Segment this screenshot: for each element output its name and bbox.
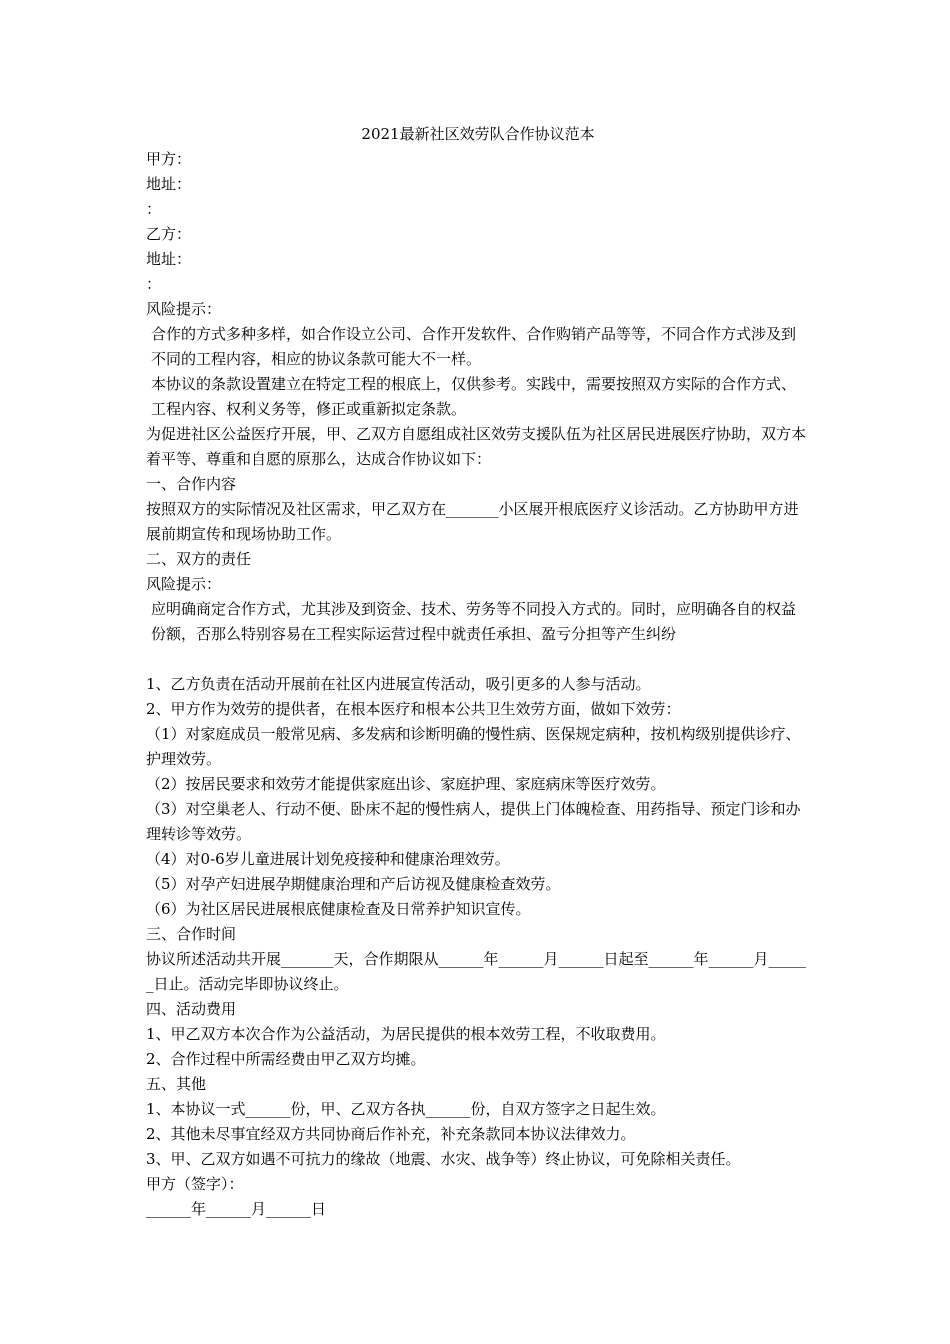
document-paragraph: 乙方： xyxy=(146,225,192,243)
document-body xyxy=(146,147,810,1222)
document-paragraph: 二、双方的责任 xyxy=(146,550,252,568)
document-paragraph: （5）对孕产妇进展孕期健康治理和产后访视及健康检查效劳。 xyxy=(146,875,561,893)
document-paragraph: 1、乙方负责在活动开展前在社区内进展宣传活动，吸引更多的人参与活动。 xyxy=(146,675,651,693)
document-paragraph: 协议所述活动共开展_______天，合作期限从______年______月______日起至______年______月______日止。活动完毕即协议终止。 xyxy=(146,950,807,993)
document-paragraph: 五、其他 xyxy=(146,1075,207,1093)
document-paragraph: ： xyxy=(146,275,162,293)
document-paragraph: 地址： xyxy=(146,250,192,268)
document-paragraph: 甲方： xyxy=(146,150,192,168)
document-paragraph: ______年______月______日 xyxy=(146,1200,327,1218)
document-paragraph: 2、甲方作为效劳的提供者，在根本医疗和根本公共卫生效劳方面，做如下效劳： xyxy=(146,700,681,718)
document-paragraph: 2、其他未尽事宜经双方共同协商后作补充，补充条款同本协议法律效力。 xyxy=(146,1125,636,1143)
document-paragraph: 2、合作过程中所需经费由甲乙双方均摊。 xyxy=(146,1050,426,1068)
document-paragraph: 按照双方的实际情况及社区需求，甲乙双方在_______小区展开根底医疗义诊活动。乙方协助甲方进展前期宣传和现场协助工作。 xyxy=(146,500,799,543)
document-paragraph: 应明确商定合作方式，尤其涉及到资金、技术、劳务等不同投入方式的。同时，应明确各自的权益份额，否那么特别容易在工程实际运营过程中就责任承担、盈亏分担等产生纠纷 xyxy=(151,600,797,643)
blank-line xyxy=(146,647,810,672)
document-paragraph: 为促进社区公益医疗开展，甲、乙双方自愿组成社区效劳支援队伍为社区居民进展医疗协助，双方本着平等、尊重和自愿的原那么，达成合作协议如下： xyxy=(146,425,807,468)
document-paragraph: 1、甲乙双方本次合作为公益活动，为居民提供的根本效劳工程，不收取费用。 xyxy=(146,1025,666,1043)
document-paragraph: 1、本协议一式______份，甲、乙双方各执______份，自双方签字之日起生效。 xyxy=(146,1100,666,1118)
document-paragraph: （4）对0-6岁儿童进展计划免疫接种和健康治理效劳。 xyxy=(146,850,510,868)
document-paragraph: 3、甲、乙双方如遇不可抗力的缘故（地震、水灾、战争等）终止协议，可免除相关责任。 xyxy=(146,1150,741,1168)
document-paragraph: 合作的方式多种多样，如合作设立公司、合作开发软件、合作购销产品等等，不同合作方式涉及到不同的工程内容，相应的协议条款可能大不一样。 xyxy=(151,325,797,368)
document-paragraph: 一、合作内容 xyxy=(146,475,237,493)
document-paragraph: 风险提示： xyxy=(146,575,222,593)
document-page xyxy=(146,122,810,1222)
document-paragraph: 四、活动费用 xyxy=(146,1000,237,1018)
document-paragraph: 甲方（签字）： xyxy=(146,1175,244,1193)
document-paragraph: 三、合作时间 xyxy=(146,925,237,943)
document-paragraph: （6）为社区居民进展根底健康检查及日常养护知识宣传。 xyxy=(146,900,531,918)
document-paragraph: （3）对空巢老人、行动不便、卧床不起的慢性病人，提供上门体魄检查、用药指导、预定门诊和办理转诊等效劳。 xyxy=(146,800,801,843)
document-paragraph: 本协议的条款设置建立在特定工程的根底上，仅供参考。实践中，需要按照双方实际的合作方式、工程内容、权利义务等，修正或重新拟定条款。 xyxy=(151,375,797,418)
document-title: 2021最新社区效劳队合作协议范本 xyxy=(361,125,595,143)
document-paragraph: （2）按居民要求和效劳才能提供家庭出诊、家庭护理、家庭病床等医疗效劳。 xyxy=(146,775,666,793)
document-paragraph: ： xyxy=(146,200,162,218)
document-paragraph: 地址： xyxy=(146,175,192,193)
document-paragraph: （1）对家庭成员一般常见病、多发病和诊断明确的慢性病、医保规定病种，按机构级别提供诊疗、护理效劳。 xyxy=(146,725,801,768)
document-paragraph: 风险提示： xyxy=(146,300,222,318)
